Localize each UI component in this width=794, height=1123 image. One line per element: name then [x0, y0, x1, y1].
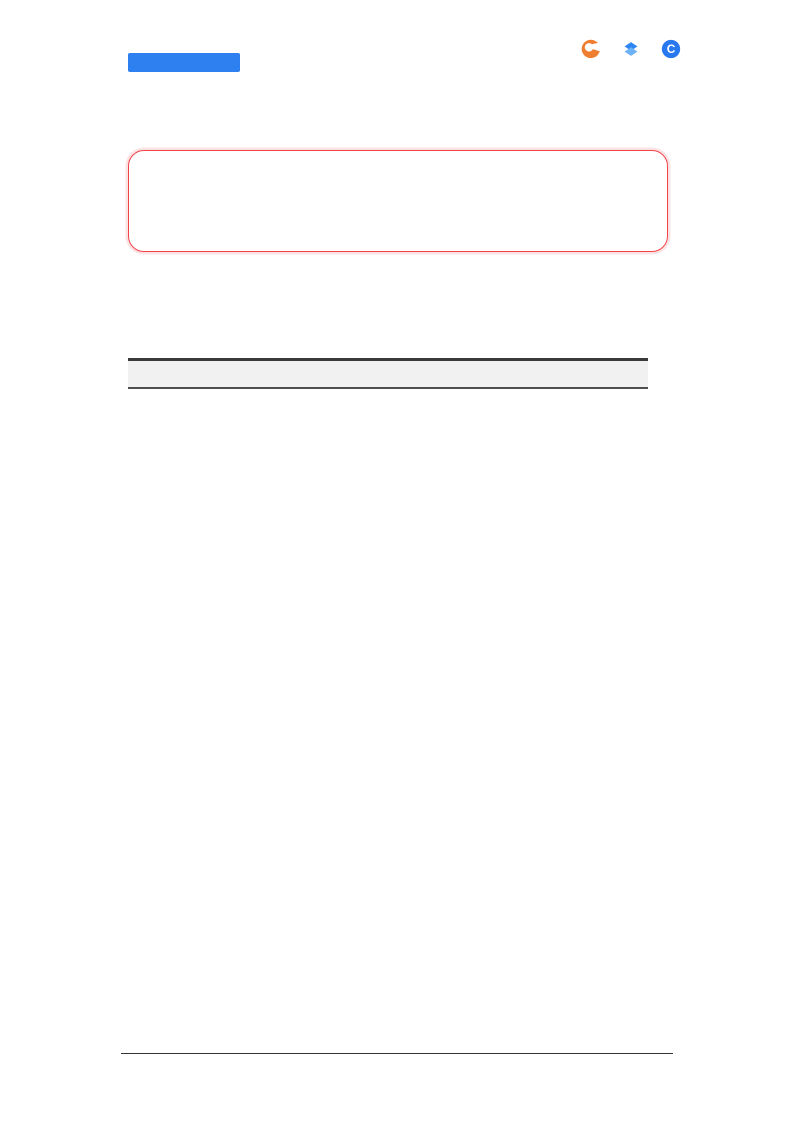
tag-data-table [128, 358, 648, 389]
zhiku-logo-icon [620, 38, 642, 60]
section-tag [128, 53, 240, 72]
svg-text:C: C [666, 42, 676, 57]
logo-row [580, 38, 686, 60]
column-header-tag [128, 361, 258, 387]
chanmama-logo-icon [580, 38, 602, 60]
chanmofang-logo [660, 38, 686, 60]
footer-divider [121, 1053, 673, 1054]
column-header-rate [385, 361, 514, 387]
column-header-count [258, 361, 385, 387]
table-header-row [128, 358, 648, 389]
column-header-power [514, 361, 648, 387]
zhiku-logo [620, 38, 646, 60]
campaign-callout-box [128, 150, 668, 252]
chanmofang-logo-icon [660, 38, 682, 60]
chanmama-logo [580, 38, 606, 60]
